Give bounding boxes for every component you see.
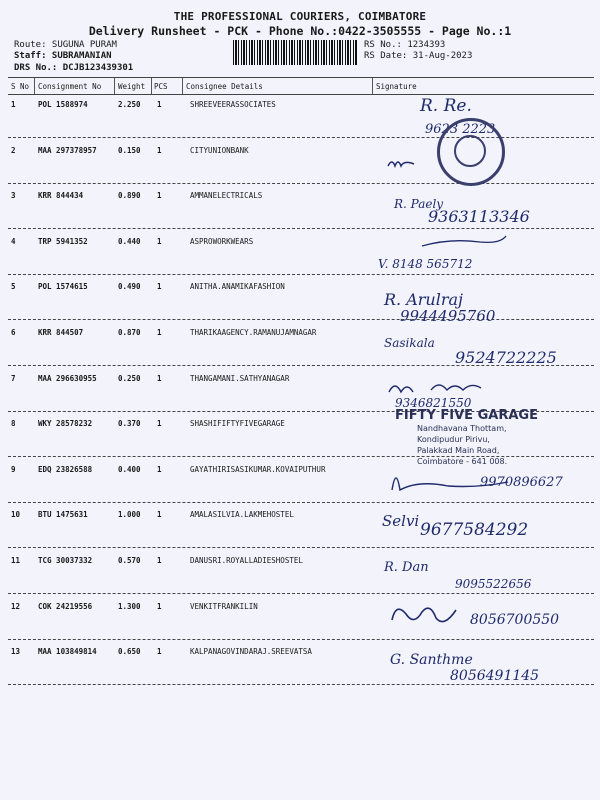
signature-row-4: V. 8148 565712 — [378, 257, 473, 271]
row-consignment-no: POL 1588974 — [38, 100, 88, 109]
stamp-address-line: Palakkad Main Road, — [417, 446, 500, 455]
row-pcs: 1 — [157, 601, 162, 611]
phone-row-6: 9524722225 — [455, 348, 557, 367]
col-header-weight: Weight — [118, 82, 146, 91]
col-header-consignee: Consignee Details — [186, 82, 263, 91]
row-weight: 0.150 — [118, 145, 141, 155]
row-consignee: KALPANAGOVINDARAJ.SREEVATSA — [190, 647, 312, 657]
row-consignment-no: KRR 844507 — [38, 328, 84, 337]
signature-row-6: Sasikala — [384, 336, 435, 350]
row-pcs: 1 — [157, 419, 162, 429]
row-sno: 11 — [11, 556, 21, 565]
row-sno: 5 — [11, 282, 16, 292]
signature-row-11: R. Dan — [384, 560, 429, 575]
row-separator — [8, 639, 594, 640]
signature-row-1: R. Re. — [420, 96, 472, 116]
row-separator — [8, 502, 594, 503]
row-separator — [8, 547, 594, 548]
column-divider — [372, 78, 373, 94]
row-pcs: 1 — [157, 510, 162, 520]
row-sno: 2 — [11, 145, 16, 155]
header-rule-top — [8, 77, 594, 78]
row-weight: 0.400 — [118, 464, 141, 474]
row-separator — [8, 684, 594, 685]
signature-row-13: G. Santhme — [390, 652, 473, 668]
row-consignee: SHREEVEERASSOCIATES — [190, 100, 276, 109]
row-separator — [8, 593, 594, 594]
row-consignment-no: KRR 844434 — [38, 191, 84, 201]
phone-row-1: 9623 2223 — [425, 122, 496, 137]
row-weight: 1.000 — [118, 510, 141, 520]
row-consignment-no: MAA 103849814 — [38, 647, 97, 657]
row-sno: 13 — [11, 647, 21, 657]
row-consignment-no: WKY 28578232 — [38, 419, 93, 429]
row-weight: 0.570 — [118, 556, 141, 565]
route-label: Route: SUGUNA PURAM — [14, 40, 117, 50]
signature-row-12 — [386, 600, 466, 640]
company-seal-stamp — [437, 118, 505, 186]
row-pcs: 1 — [157, 100, 162, 109]
row-consignee: ANITHA.ANAMIKAFASHION — [190, 282, 285, 292]
staff-label: Staff: SUBRAMANIAN — [14, 51, 112, 61]
col-header-pcs: PCS — [154, 82, 168, 91]
row-consignee: AMALASILVIA.LAKMEHOSTEL — [190, 510, 294, 520]
row-pcs: 1 — [157, 282, 162, 292]
col-header-sno: S No — [11, 82, 30, 91]
column-divider — [114, 78, 115, 94]
row-consignment-no: COK 24219556 — [38, 601, 93, 611]
row-weight: 1.300 — [118, 601, 141, 611]
company-title: THE PROFESSIONAL COURIERS, COIMBATORE — [173, 10, 427, 23]
row-sno: 12 — [11, 601, 21, 611]
row-pcs: 1 — [157, 191, 162, 201]
row-sno: 8 — [11, 419, 16, 429]
col-header-signature: Signature — [376, 82, 417, 91]
row-pcs: 1 — [157, 647, 162, 657]
phone-row-5: 9944495760 — [400, 307, 496, 325]
column-divider — [34, 78, 35, 94]
row-consignment-no: MAA 297378957 — [38, 145, 97, 155]
row-separator — [8, 319, 594, 320]
row-sno: 7 — [11, 373, 16, 383]
phone-row-7: 9346821550 — [395, 396, 472, 410]
row-sno: 1 — [11, 100, 16, 109]
column-divider — [151, 78, 152, 94]
phone-row-9: 9970896627 — [480, 475, 563, 490]
row-sno: 4 — [11, 236, 16, 246]
phone-row-3: 9363113346 — [428, 207, 530, 226]
signature-row-10: Selvi — [382, 512, 420, 530]
barcode — [233, 40, 357, 65]
row-pcs: 1 — [157, 464, 162, 474]
phone-row-12: 8056700550 — [470, 612, 560, 628]
row-pcs: 1 — [157, 145, 162, 155]
row-weight: 0.890 — [118, 191, 141, 201]
row-consignee: DANUSRI.ROYALLADIESHOSTEL — [190, 556, 303, 565]
signature-row-3: R. Paely — [394, 197, 444, 211]
row-weight: 0.870 — [118, 328, 141, 337]
row-consignment-no: TRP 5941352 — [38, 236, 88, 246]
row-consignee: SHASHIFIFTYFIVEGARAGE — [190, 419, 285, 429]
row-pcs: 1 — [157, 328, 162, 337]
rs-date: RS Date: 31-Aug-2023 — [364, 51, 473, 61]
phone-row-10: 9677584292 — [420, 520, 529, 540]
signature-row-5: R. Arulraj — [384, 290, 463, 309]
row-consignee: THANGAMANI.SATHYANAGAR — [190, 373, 290, 383]
row-weight: 0.250 — [118, 373, 141, 383]
row-consignment-no: EDQ 23826588 — [38, 464, 93, 474]
row-weight: 2.250 — [118, 100, 141, 109]
drs-number: DRS No.: DCJB123439301 — [14, 63, 134, 73]
row-pcs: 1 — [157, 236, 162, 246]
row-separator — [8, 137, 594, 138]
stamp-address-line: Nandhavana Thottam, — [417, 424, 507, 433]
row-consignee: THARIKAAGENCY.RAMANUJAMNAGAR — [190, 328, 317, 337]
row-consignment-no: MAA 296630955 — [38, 373, 97, 383]
row-weight: 0.650 — [118, 647, 141, 657]
stamp-business-name: FIFTY FIVE GARAGE — [395, 408, 538, 423]
row-consignment-no: BTU 1475631 — [38, 510, 88, 520]
row-weight: 0.370 — [118, 419, 141, 429]
row-separator — [8, 274, 594, 275]
row-consignee: ASPROWORKWEARS — [190, 236, 254, 246]
row-separator — [8, 183, 594, 184]
phone-row-13: 8056491145 — [450, 668, 540, 684]
row-separator — [8, 228, 594, 229]
row-weight: 0.490 — [118, 282, 141, 292]
row-consignment-no: POL 1574615 — [38, 282, 88, 292]
row-sno: 10 — [11, 510, 21, 520]
header-rule-bottom — [8, 94, 594, 95]
row-weight: 0.440 — [118, 236, 141, 246]
row-sno: 9 — [11, 464, 16, 474]
signature-scribble-row-4 — [420, 232, 510, 252]
column-divider — [182, 78, 183, 94]
phone-row-11: 9095522656 — [455, 577, 532, 591]
fifty-five-garage-stamp — [395, 408, 585, 467]
stamp-address-line: Coimbatore - 641 008. — [417, 457, 508, 466]
row-sno: 6 — [11, 328, 16, 337]
stamp-address-line: Kondipudur Pirivu, — [417, 435, 490, 444]
signature-row-2 — [386, 156, 416, 172]
row-consignee: GAYATHIRISASIKUMAR.KOVAIPUTHUR — [190, 464, 326, 474]
row-consignment-no: TCG 30037332 — [38, 556, 93, 565]
row-consignee: AMMANELECTRICALS — [190, 191, 263, 201]
row-consignee: VENKITFRANKILIN — [190, 601, 258, 611]
row-consignee: CITYUNIONBANK — [190, 145, 249, 155]
row-sno: 3 — [11, 191, 16, 201]
col-header-consignment: Consignment No — [38, 82, 102, 91]
rs-number: RS No.: 1234393 — [364, 40, 446, 50]
row-pcs: 1 — [157, 556, 162, 565]
runsheet-subtitle: Delivery Runsheet - PCK - Phone No.:0422-3505555 - Page No.:1 — [88, 24, 512, 38]
row-pcs: 1 — [157, 373, 162, 383]
